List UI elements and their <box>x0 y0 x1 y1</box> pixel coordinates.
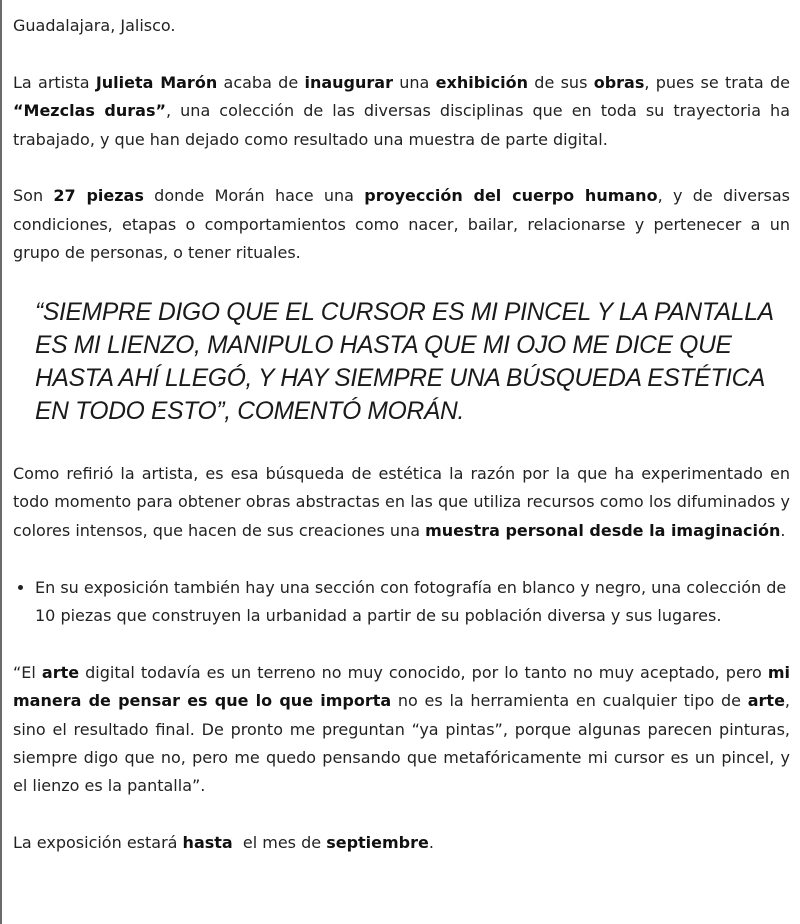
bold-text: hasta <box>182 833 233 853</box>
text: Como refirió la artista, es esa búsqueda de estética la razón por la que ha experimentado en todo momento para obtener obras abstractas en las que utiliza recursos como los difuminados y colores intensos, que hacen de sus creaciones una <box>13 464 790 540</box>
text: . <box>428 833 434 853</box>
exhibition-title: “Mezclas duras” <box>13 101 167 121</box>
bold-text: arte <box>41 662 80 682</box>
text: el mes de <box>232 833 327 853</box>
text: no es la herramienta en cualquier tipo de <box>391 691 748 711</box>
bold-text: muestra personal desde la imaginación <box>425 520 781 540</box>
text: , y de diversas condiciones, etapas o comportamientos como nacer, bailar, relacionarse y pertenecer a un grupo de personas, o tener rituales. <box>13 186 791 263</box>
text: de sus <box>528 72 594 92</box>
bold-text: exhibición <box>435 72 528 92</box>
artist-name: Julieta Marón <box>95 72 218 92</box>
bold-text: obras <box>593 72 645 92</box>
text: , sino el resultado final. De pronto me preguntan “ya pintas”, porque algunas parecen pinturas, siempre digo que no, pero me quedo pensando que metafóricamente mi cursor es un pincel, y el lienzo es la pantalla”. <box>13 691 791 796</box>
bold-text: proyección del cuerpo humano <box>364 186 658 206</box>
text: acaba de <box>217 72 305 92</box>
bullet-list <box>13 574 790 631</box>
text: La artista <box>13 72 96 92</box>
text: donde Morán hace una <box>143 186 365 206</box>
text: . <box>780 520 786 540</box>
piece-count: 27 piezas <box>53 186 144 206</box>
bold-text: arte <box>747 691 785 711</box>
dateline: Guadalajara, Jalisco. <box>13 16 176 35</box>
paragraph-closing <box>13 829 790 857</box>
page-left-edge <box>0 0 2 924</box>
bold-text: inaugurar <box>304 72 393 92</box>
text: La exposición estará <box>13 833 183 853</box>
text: una <box>392 72 436 92</box>
article-body <box>13 12 790 886</box>
text: , una colección de las diversas disciplinas que en toda su trayectoria ha trabajado, y que han dejado como resultado una muestra de parte digital. <box>13 101 791 149</box>
paragraph-quote-art <box>13 659 790 801</box>
text: digital todavía es un terreno no muy conocido, por lo tanto no muy aceptado, pero <box>79 662 768 682</box>
paragraph-aesthetics <box>13 460 790 545</box>
text: , pues se trata de <box>644 72 791 92</box>
list-item: • En su exposición también hay una sección con fotografía en blanco y negro, una colección de 10 piezas que construyen la urbanidad a partir de su población diversa y sus lugares. <box>35 574 790 631</box>
text: Son <box>13 186 54 206</box>
bold-text: mi manera de pensar es que lo que importa <box>13 662 790 711</box>
paragraph-pieces <box>13 182 790 267</box>
text: “El <box>13 662 42 682</box>
end-month: septiembre <box>326 833 429 853</box>
paragraph-intro <box>13 69 790 154</box>
pull-quote: “SIEMPRE DIGO QUE EL CURSOR ES MI PINCEL Y LA PANTALLA ES MI LIENZO, MANIPULO HASTA QUE MI OJO ME DICE QUE HASTA AHÍ LLEGÓ, Y HAY SIEMPRE UNA BÚSQUEDA ESTÉTICA EN TODO ESTO”, COMENTÓ MORÁN. <box>35 299 773 426</box>
